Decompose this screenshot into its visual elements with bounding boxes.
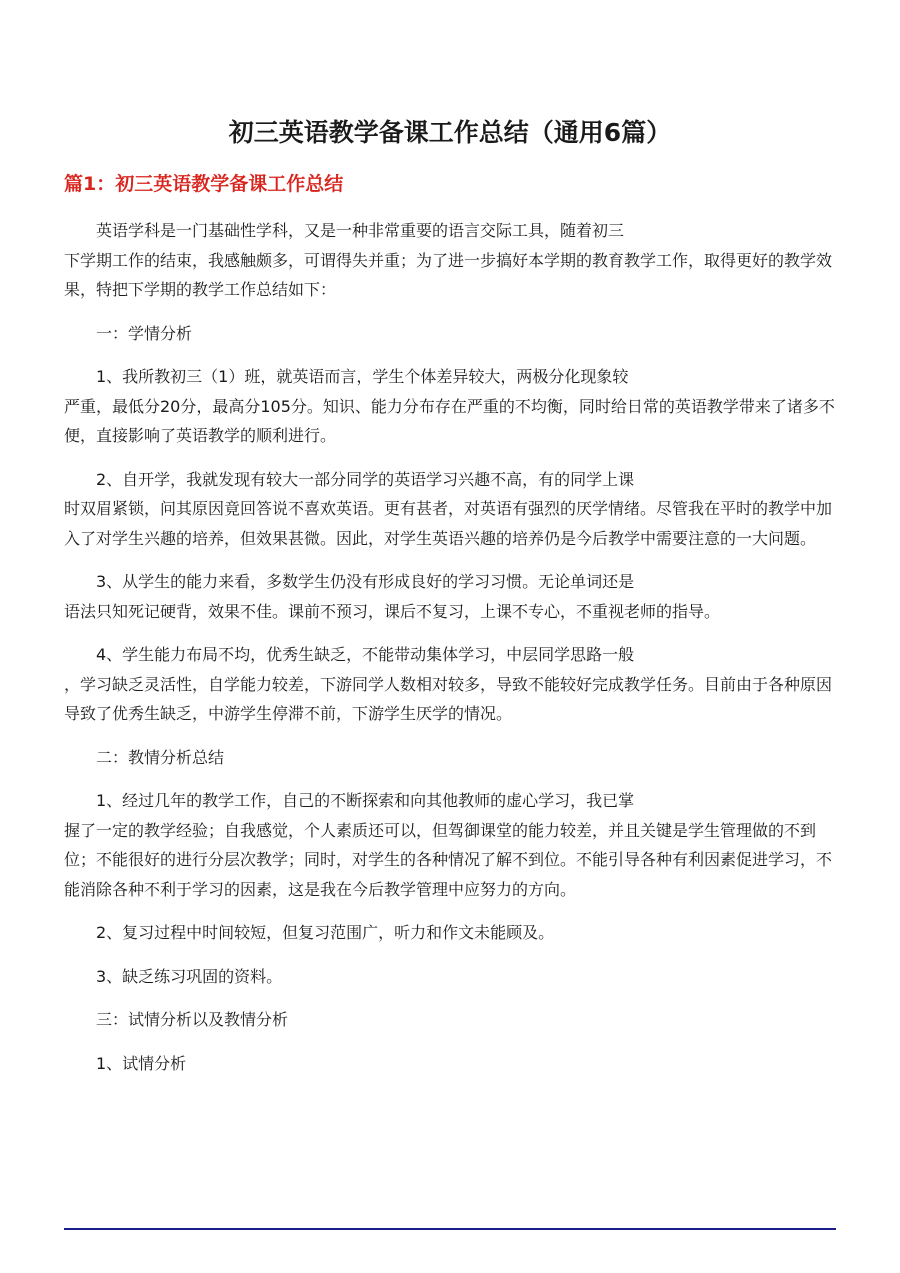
subheading — [64, 1005, 844, 1035]
paragraph-continuation: 时双眉紧锁，问其原因竟回答说不喜欢英语。更有甚者，对英语有强烈的厌学情绪。尽管我在平时的教学中加入了对学生兴趣的培养，但效果甚微。因此，对学生英语兴趣的培养仍是今后教学中需要注意的一大问题。 — [64, 499, 833, 548]
paragraph-continuation: 握了一定的教学经验；自我感觉，个人素质还可以，但驾御课堂的能力较差，并且关键是学生管理做的不到位；不能很好的进行分层次教学；同时，对学生的各种情况了解不到位。不能引导各种有利因素促进学习，不能消除各种不利于学习的因素，这是我在今后教学管理中应努力的方向。 — [64, 820, 833, 899]
paragraph — [64, 567, 844, 626]
paragraph-first-line: 3、缺乏练习巩固的资料。 — [96, 966, 283, 986]
paragraph-first-line: 4、学生能力布局不均，优秀生缺乏，不能带动集体学习，中层同学思路一般 — [96, 645, 635, 664]
paragraph-first-line: 1、经过几年的教学工作，自己的不断探索和向其他教师的虚心学习，我已掌 — [96, 791, 635, 810]
paragraph — [64, 216, 844, 305]
paragraph — [64, 786, 844, 904]
paragraph-first-line: 二：教情分析总结 — [96, 747, 225, 767]
paragraph-first-line: 英语学科是一门基础性学科，又是一种非常重要的语言交际工具，随着初三 — [96, 221, 625, 240]
paragraph — [64, 1049, 844, 1079]
paragraph-first-line: 2、自开学，我就发现有较大一部分同学的英语学习兴趣不高，有的同学上课 — [96, 469, 635, 489]
paragraph-first-line: 1、我所教初三（1）班，就英语而言，学生个体差异较大，两极分化现象较 — [96, 367, 629, 386]
paragraph-first-line: 一：学情分析 — [96, 323, 193, 343]
paragraph-first-line: 2、复习过程中时间较短，但复习范围广，听力和作文未能顾及。 — [96, 923, 555, 942]
document-title: 初三英语教学备课工作总结（通用6篇） — [228, 118, 672, 147]
footer-rule — [64, 1228, 836, 1230]
paragraph-first-line: 1、试情分析 — [96, 1053, 187, 1073]
paragraph — [64, 962, 844, 992]
subheading — [64, 743, 844, 773]
paragraph — [64, 640, 844, 729]
paragraph — [64, 362, 844, 451]
section-heading: 篇1：初三英语教学备课工作总结 — [64, 173, 344, 195]
paragraph-continuation: ，学习缺乏灵活性，自学能力较差，下游同学人数相对较多，导致不能较好完成教学任务。目前由于各种原因导致了优秀生缺乏，中游学生停滞不前，下游学生厌学的情况。 — [64, 674, 833, 723]
paragraph-continuation: 下学期工作的结束，我感触颇多，可谓得失并重；为了进一步搞好本学期的教育教学工作，取得更好的教学效果，特把下学期的教学工作总结如下： — [64, 250, 833, 299]
paragraph-continuation: 语法只知死记硬背，效果不佳。课前不预习，课后不复习，上课不专心，不重视老师的指导。 — [64, 601, 721, 621]
paragraph-first-line: 3、从学生的能力来看，多数学生仍没有形成良好的学习习惯。无论单词还是 — [96, 572, 635, 591]
paragraph — [64, 918, 844, 948]
paragraph-continuation: 严重，最低分20分，最高分105分。知识、能力分布存在严重的不均衡，同时给日常的英语教学带来了诸多不便，直接影响了英语教学的顺利进行。 — [64, 396, 835, 445]
subheading — [64, 319, 844, 349]
paragraph-first-line: 三：试情分析以及教情分析 — [96, 1010, 289, 1029]
document-body — [64, 216, 844, 1092]
paragraph — [64, 465, 844, 554]
